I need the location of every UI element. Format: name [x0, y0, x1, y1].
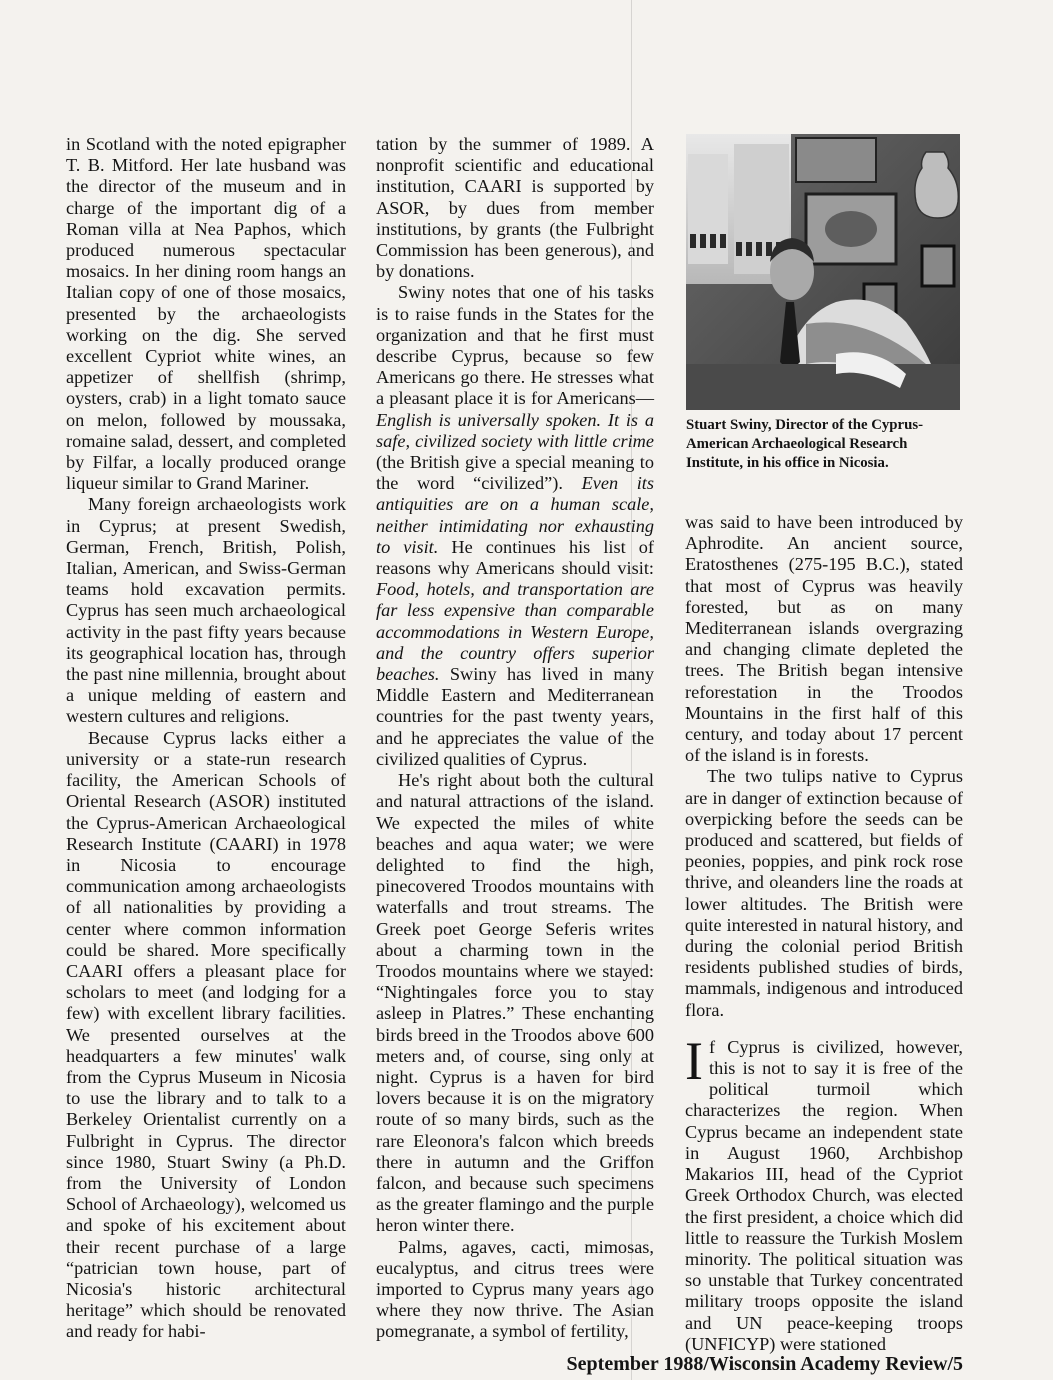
paragraph: Because Cyprus lacks either a university or a state-run research facility, the American Schools of Oriental Research (ASOR) instituted the Cyprus-American Archaeological Research Institute (CAARI) in 1978 in Nicosia to encourage communication among archaeologists of all nationalities by providing a center where common information could be shared. More specifically CAARI offers a pleasant place for scholars to meet (and lodging for a few) with excellent library facilities. We presented ourselves at the headquarters a few minutes' walk from the Cyprus Museum in Nicosia to use the library and to talk to a Berkeley Orientalist currently on a Fulbright in Cyprus. The director since 1980, Stuart Swiny (a Ph.D. from the University of London School of Archaeology), welcomed us and spoke of his excitement about their recent purchase of a large “patrician town house, part of Nicosia's historic architectural heritage” which should be renovated and ready for habi- — [66, 727, 346, 1342]
column-2 — [376, 134, 654, 1343]
paragraph: tation by the summer of 1989. A nonprofit scientific and educational institution, CAARI is supported by ASOR, by dues from member institutions, by grants (the Fulbright Commission has been generous), and by donations. — [376, 134, 654, 282]
paragraph — [685, 1030, 963, 1355]
text-run: He continues his list of reasons why Americans should visit: — [376, 536, 655, 579]
photo-stuart-swiny — [686, 134, 960, 410]
photo-caption: Stuart Swiny, Director of the Cyprus-American Archaeological Research Institute, in his office in Nicosia. — [686, 417, 924, 471]
column-1 — [66, 134, 346, 1343]
paragraph: Many foreign archaeologists work in Cyprus; at present Swedish, German, French, British, Polish, Italian, American, and Swiss-German teams hold excavation permits. Cyprus has seen much archaeological activity in the past fifty years because its geographical location has, through the past nine millennia, brought about a unique melding of eastern and western cultures and religions. — [66, 494, 346, 727]
italic-quote: Food, hotels, and transportation are far less expensive than comparable accommodations in Western Europe, and the country offers superior beaches. — [376, 579, 654, 685]
text-run: Swiny notes that one of his tasks is to raise funds in the States for the organization and that he first must describe Cyprus, because so few Americans go there. He stresses what a pleasant place it is for Americans— — [376, 282, 654, 409]
column-3 — [685, 512, 963, 1355]
paragraph: was said to have been introduced by Aphrodite. An ancient source, Eratosthenes (275-195 B.C.), stated that most of Cyprus was heavily forested, but as on many Mediterranean islands overgrazing and changing climate depleted the trees. The British began intensive reforestation in the Troodos Mountains in the first half of this century, and today about 17 percent of the island is in forests. — [685, 512, 963, 766]
italic-quote: English is universally spoken. It is a safe, civilized society with little crime — [376, 409, 654, 451]
paragraph: in Scotland with the noted epigrapher T. B. Mitford. Her late husband was the director of the museum and in charge of the important dig of a Roman villa at Nea Paphos, which produced numerous spectacular mosaics. In her dining room hangs an Italian copy of one of those mosaics, presented by the archaeologists working on the dig. She served excellent Cypriot white wines, an appetizer of shellfish (shrimp, oysters, crab) in a light tomato sauce on melon, followed by moussaka, romaine salad, dessert, and completed by Filfar, a locally produced orange liqueur similar to Grand Mariner. — [66, 134, 346, 494]
text-run: Swiny has lived in many Middle Eastern and Mediterranean countries for the past twenty years, and he appreciates the value of the civilized qualities of Cyprus. — [376, 664, 654, 769]
page-footer: September 1988/Wisconsin Academy Review/5 — [566, 1353, 963, 1375]
paragraph: The two tulips native to Cyprus are in danger of extinction because of overpicking before the seeds can be produced and scattered, but fields of peonies, poppies, and pink rock rose thrive, and oleanders line the roads at lower altitudes. The British were quite interested in natural history, and during the colonial period British residents published studies of birds, mammals, indigenous and introduced flora. — [685, 766, 963, 1020]
italic-quote: Even its antiquities are on a human scale, neither intimidating nor exhausting to visit. — [376, 473, 654, 557]
office-photo-illustration — [686, 134, 960, 410]
text-run: f Cyprus is civilized, however, this is not to say it is free of the political turmoil which characterizes the region. When Cyprus became an independent state in August 1960, Archbishop Makarios III, head of the Cypriot Greek Orthodox Church, was elected the first president, a choice which did little to reassure the Turkish Moslem minority. The political situation was so unstable that Turkey concentrated military troops opposite the island and UN peace-keeping troops (UNFICYP) were stationed — [685, 1036, 963, 1354]
text-run: (the British give a special meaning to the word “civilized”). — [376, 452, 654, 494]
paragraph — [376, 282, 654, 770]
paragraph: Palms, agaves, cacti, mimosas, eucalyptus, and citrus trees were imported to Cyprus many years ago where they now thrive. The Asian pomegranate, a symbol of fertility, — [376, 1236, 654, 1342]
drop-cap: I — [685, 1030, 703, 1091]
paragraph: He's right about both the cultural and natural attractions of the island. We expected the miles of white beaches and aqua water; we were delighted to find the high, pinecovered Troodos mountains with waterfalls and trout streams. The Greek poet George Seferis writes about a charming town in the Troodos mountains where we stayed: “Nightingales force you to stay asleep in Platres.” These enchanting birds breed in the Troodos above 600 meters and, of course, sing only at night. Cyprus is a haven for bird lovers because it is on the migratory route of so many birds, such as the rare Eleonora's falcon which breeds there in autumn and the Griffon falcon, and because such specimens as the greater flamingo and the purple heron winter there. — [376, 770, 654, 1236]
